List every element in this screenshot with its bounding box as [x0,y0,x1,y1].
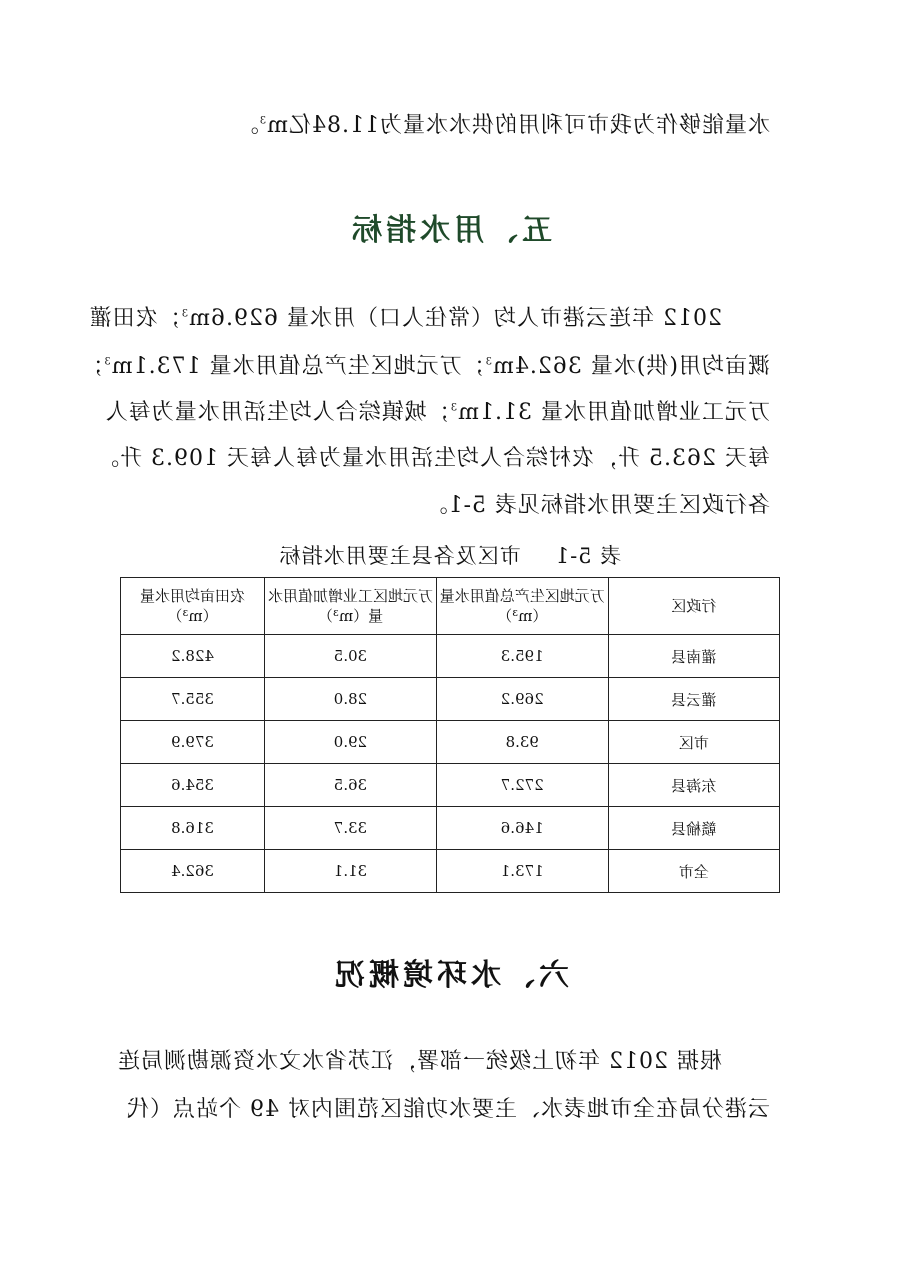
table-row [121,764,780,807]
paragraph-line: 溉亩均用(供)水量 $362.4m^3$；万元地区生产总值用水量 $173.1m^3$； [80,354,770,379]
table-cell: 195.3 [436,635,608,678]
section-heading-water-environment: 六、水环境概况 [331,958,569,993]
table-cell: 东海县 [608,764,779,807]
table-cell: 31.1 [265,850,437,893]
paragraph-line: 云港分局在全市地表水、主要水功能区范围内对 49 个站点（代 [126,1097,770,1122]
table-cell: 28.0 [265,678,437,721]
water-use-indicator-table [120,577,780,893]
table-number: 表 5-1 [554,544,622,568]
table-cell: 赣榆县 [608,807,779,850]
table-cell: 灌云县 [608,678,779,721]
table-cell: 362.4 [121,850,265,893]
table-caption [120,540,780,570]
table-header-row [121,578,780,635]
table-cell: 379.9 [121,721,265,764]
table-title: 市区及各县主要用水指标 [278,544,521,568]
paragraph-line: 万元工业增加值用水量 $31.1m^3$；城镇综合人均生活用水量为每人 [104,400,770,425]
table-row [121,635,780,678]
table-cell: 全市 [608,850,779,893]
table-cell: 272.7 [436,764,608,807]
table-cell: 93.8 [436,721,608,764]
table-cell: 33.7 [265,807,437,850]
table-row [121,678,780,721]
table-cell: 146.6 [436,807,608,850]
table-header-cell: 万元地区工业增加值用水量（m³） [265,578,437,635]
table-cell: 灌南县 [608,635,779,678]
table-cell: 市区 [608,721,779,764]
table-header-cell: 农田亩均用水量（m³） [121,578,265,635]
table-cell: 36.5 [265,764,437,807]
table-cell: 354.6 [121,764,265,807]
table-cell: 316.8 [121,807,265,850]
table-header-cell: 万元地区生产总值用水量（m³） [436,578,608,635]
paragraph-line: 根据 2012 年初上级统一部署，江苏省水文水资源勘测局连 [117,1049,722,1074]
table-row [121,850,780,893]
paragraph-line: 2012 年连云港市人均（常住人口）用水量 $629.6m^3$；农田灌 [88,306,722,331]
table-cell: 30.5 [265,635,437,678]
table-row [121,721,780,764]
paragraph-line: 每天 263.5 升，农村综合人均生活用水量为每人每天 109.3 升。 [96,446,770,471]
section-heading-water-use-indicators: 五、用水指标 [348,213,552,248]
table-cell: 173.1 [436,850,608,893]
table-cell: 269.2 [436,678,608,721]
table-row [121,807,780,850]
table-cell: 428.2 [121,635,265,678]
paragraph-line: 各行政区主要用水指标见表 5-1。 [424,493,770,518]
table-cell: 29.0 [265,721,437,764]
paragraph-line: 水量能够作为我市可利用的供水水量为11.84亿$m^3$。 [235,113,770,138]
table-header-cell: 行政区 [608,578,779,635]
table-cell: 355.7 [121,678,265,721]
